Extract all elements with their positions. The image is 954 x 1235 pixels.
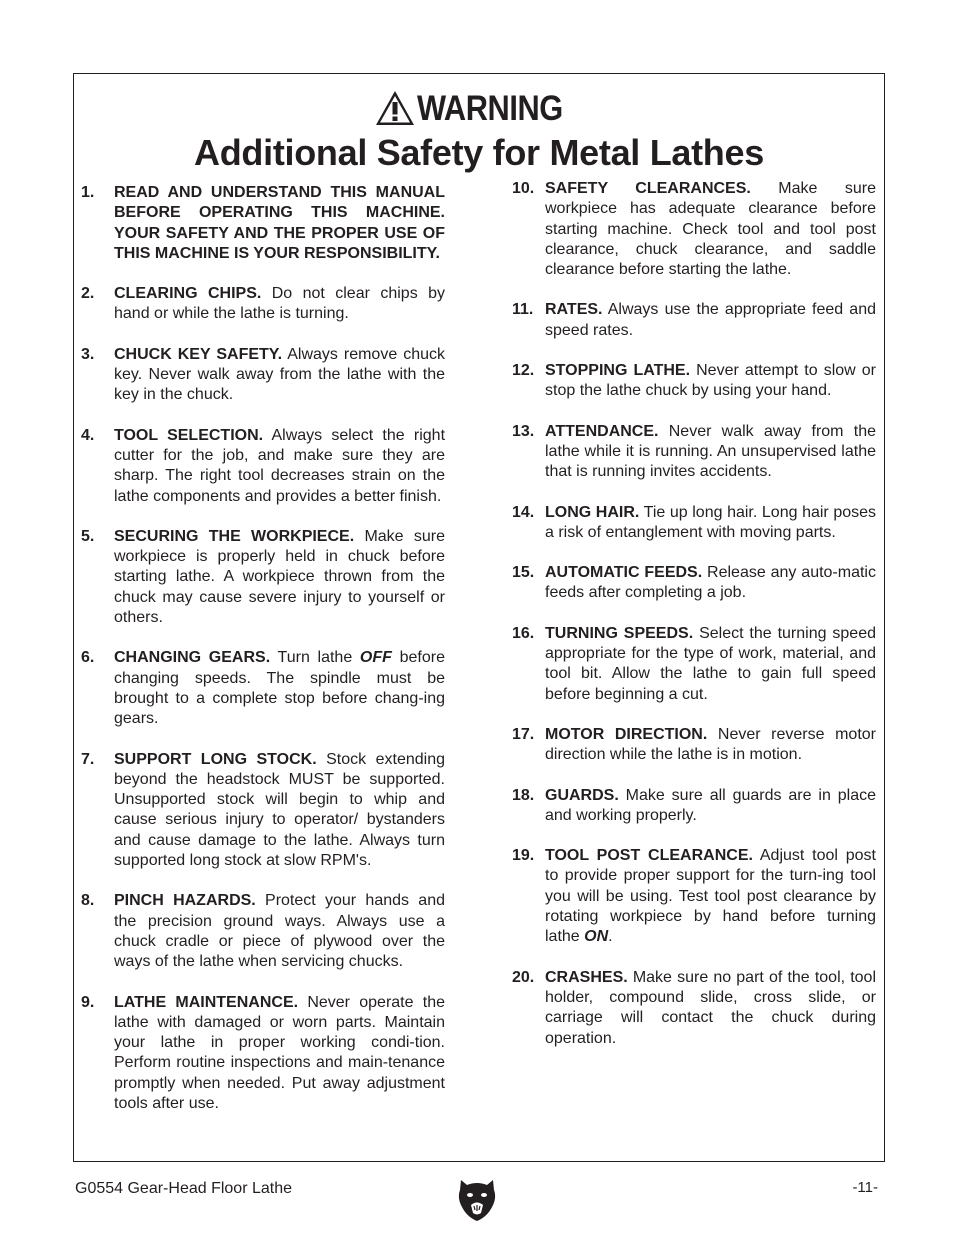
item-text: Do not clear chips by hand or while the lathe is turning. [114, 285, 446, 323]
item-number: 3. [81, 345, 95, 363]
item-number: 14. [512, 503, 535, 521]
item-text: Turn lathe [277, 649, 353, 667]
item-heading: PINCH HAZARDS. [114, 892, 256, 910]
item-heading: SAFETY CLEARANCES. [545, 180, 751, 197]
item-number: 7. [81, 750, 95, 768]
list-item-17 [512, 725, 876, 766]
item-emphasis: ON [584, 928, 609, 946]
list-item-11 [512, 300, 876, 341]
item-text: Make sure workpiece is properly held in chuck before starting lathe. A workpiece thrown from the chuck may cause severe injury to yourself or others. [114, 527, 445, 627]
footer-model: G0554 Gear-Head Floor Lathe [75, 1180, 293, 1197]
item-number: 2. [81, 285, 95, 303]
item-number: 8. [81, 892, 95, 910]
item-heading: ATTENDANCE. [545, 422, 659, 440]
item-number: 13. [512, 422, 535, 440]
item-emphasis: OFF [359, 649, 392, 667]
right-column [512, 179, 876, 1069]
item-heading: SECURING THE WORKPIECE. [114, 527, 355, 545]
item-heading: MOTOR DIRECTION. [545, 725, 708, 743]
item-number: 16. [512, 624, 535, 642]
list-item-20 [512, 968, 876, 1049]
item-heading: TOOL POST CLEARANCE. [545, 847, 753, 865]
list-item-14 [512, 503, 876, 544]
list-item-5 [81, 527, 445, 628]
list-item-9 [81, 993, 445, 1115]
list-item-10 [512, 179, 876, 280]
item-text: before changing speeds. The spindle must be brought to a complete stop before chang-ing gears. [114, 649, 445, 728]
item-text: Stock extending beyond the headstock MUST be supported. Unsupported stock will begin to whip and cause serious injury to operator/ bystanders and cause damage to the lathe. Always turn supported long stock at slow RPM's. [114, 750, 445, 870]
list-item-19 [512, 846, 876, 947]
item-text: Always use the appropriate feed and speed rates. [545, 301, 876, 339]
item-number: 12. [512, 362, 535, 380]
list-item-2 [81, 284, 445, 325]
item-heading: LONG HAIR. [545, 503, 640, 521]
list-item-3 [81, 345, 445, 406]
item-heading: CHANGING GEARS. [114, 649, 271, 667]
warning-word: WARNING [417, 89, 563, 128]
item-number: 20. [512, 968, 535, 986]
item-text: Select the turning speed appropriate for the type of work, material, and tool bit. Allow the lathe to gain full speed before beginning a cut. [545, 624, 877, 703]
page-title: Additional Safety for Metal Lathes [194, 132, 764, 173]
item-number: 19. [512, 847, 535, 865]
item-text: Protect your hands and the precision ground ways. Always use a chuck cradle or piece of plywood over the ways of the lathe when servicing chucks. [114, 892, 445, 971]
item-heading: AUTOMATIC FEEDS. [545, 564, 703, 582]
page-number: -11- [852, 1179, 878, 1196]
warning-header [74, 88, 884, 132]
item-number: 5. [81, 527, 95, 545]
item-number: 9. [81, 993, 95, 1011]
list-item-7 [81, 750, 445, 872]
item-text: Never reverse motor direction while the lathe is in motion. [545, 725, 876, 764]
bear-logo-icon [457, 1176, 497, 1222]
list-item-15 [512, 563, 876, 604]
item-text: Make sure workpiece has adequate clearance before starting machine. Check tool and tool post clearance, chuck clearance, and saddle clearance before starting the lathe. [545, 180, 876, 279]
item-heading: CLEARING CHIPS. [114, 285, 262, 303]
item-text: Always select the right cutter for the job, and make sure they are sharp. The right tool decreases strain on the lathe components and provides a better finish. [114, 426, 446, 505]
item-heading: CRASHES. [545, 968, 628, 986]
item-number: 6. [81, 649, 95, 667]
left-column [81, 183, 445, 1134]
item-number: 18. [512, 786, 535, 804]
list-item-16 [512, 624, 876, 705]
item-text: Always remove chuck key. Never walk away from the lathe with the key in the chuck. [114, 345, 445, 404]
list-item-6 [81, 648, 445, 729]
item-text: Never operate the lathe with damaged or worn parts. Maintain your lathe in proper working condi-tion. Perform routine inspections and main-tenance promptly when needed. Put away adjustment tools after use. [114, 993, 445, 1112]
item-heading: READ AND UNDERSTAND THIS MANUAL BEFORE OPERATING THIS MACHINE. YOUR SAFETY AND THE PROPER USE OF THIS MACHINE IS YOUR RESPONSIBILITY. [114, 184, 445, 262]
item-heading: LATHE MAINTENANCE. [114, 993, 299, 1011]
item-heading: STOPPING LATHE. [545, 362, 691, 380]
item-number: 4. [81, 426, 95, 444]
list-item-18 [512, 786, 876, 827]
item-text: Never walk away from the lathe while it is running. An unsupervised lathe that is running invites accidents. [545, 422, 876, 481]
item-number: 1. [81, 184, 95, 201]
item-number: 15. [512, 564, 535, 582]
item-text: Adjust tool post to provide proper support for the turn-ing tool you will be using. Test tool post clearance by rotating workpiece by hand before turning lathe [545, 847, 877, 946]
item-number: 10. [512, 180, 535, 197]
list-item-13 [512, 422, 876, 483]
item-text: Never attempt to slow or stop the lathe chuck by using your hand. [545, 362, 877, 400]
list-item-1 [81, 183, 445, 264]
item-number: 17. [512, 725, 535, 743]
item-heading: TURNING SPEEDS. [545, 624, 694, 642]
item-text: Make sure no part of the tool, tool holder, compound slide, cross slide, or carriage will contact the chuck during operation. [545, 968, 876, 1047]
list-item-8 [81, 891, 445, 972]
item-text: Make sure all guards are in place and working properly. [545, 786, 876, 824]
item-heading: TOOL SELECTION. [114, 426, 264, 444]
list-item-4 [81, 426, 445, 507]
item-heading: CHUCK KEY SAFETY. [114, 345, 283, 363]
warning-triangle-icon [375, 90, 415, 126]
item-number: 11. [512, 301, 534, 319]
warning-box [73, 73, 885, 1162]
item-heading: GUARDS. [545, 786, 619, 804]
item-text: Release any auto-matic feeds after completing a job. [545, 564, 876, 602]
item-text: Tie up long hair. Long hair poses a risk of entanglement with moving parts. [545, 503, 877, 541]
list-item-12 [512, 361, 876, 402]
item-heading: RATES. [545, 301, 603, 319]
item-text: . [608, 928, 613, 946]
item-heading: SUPPORT LONG STOCK. [114, 750, 317, 768]
